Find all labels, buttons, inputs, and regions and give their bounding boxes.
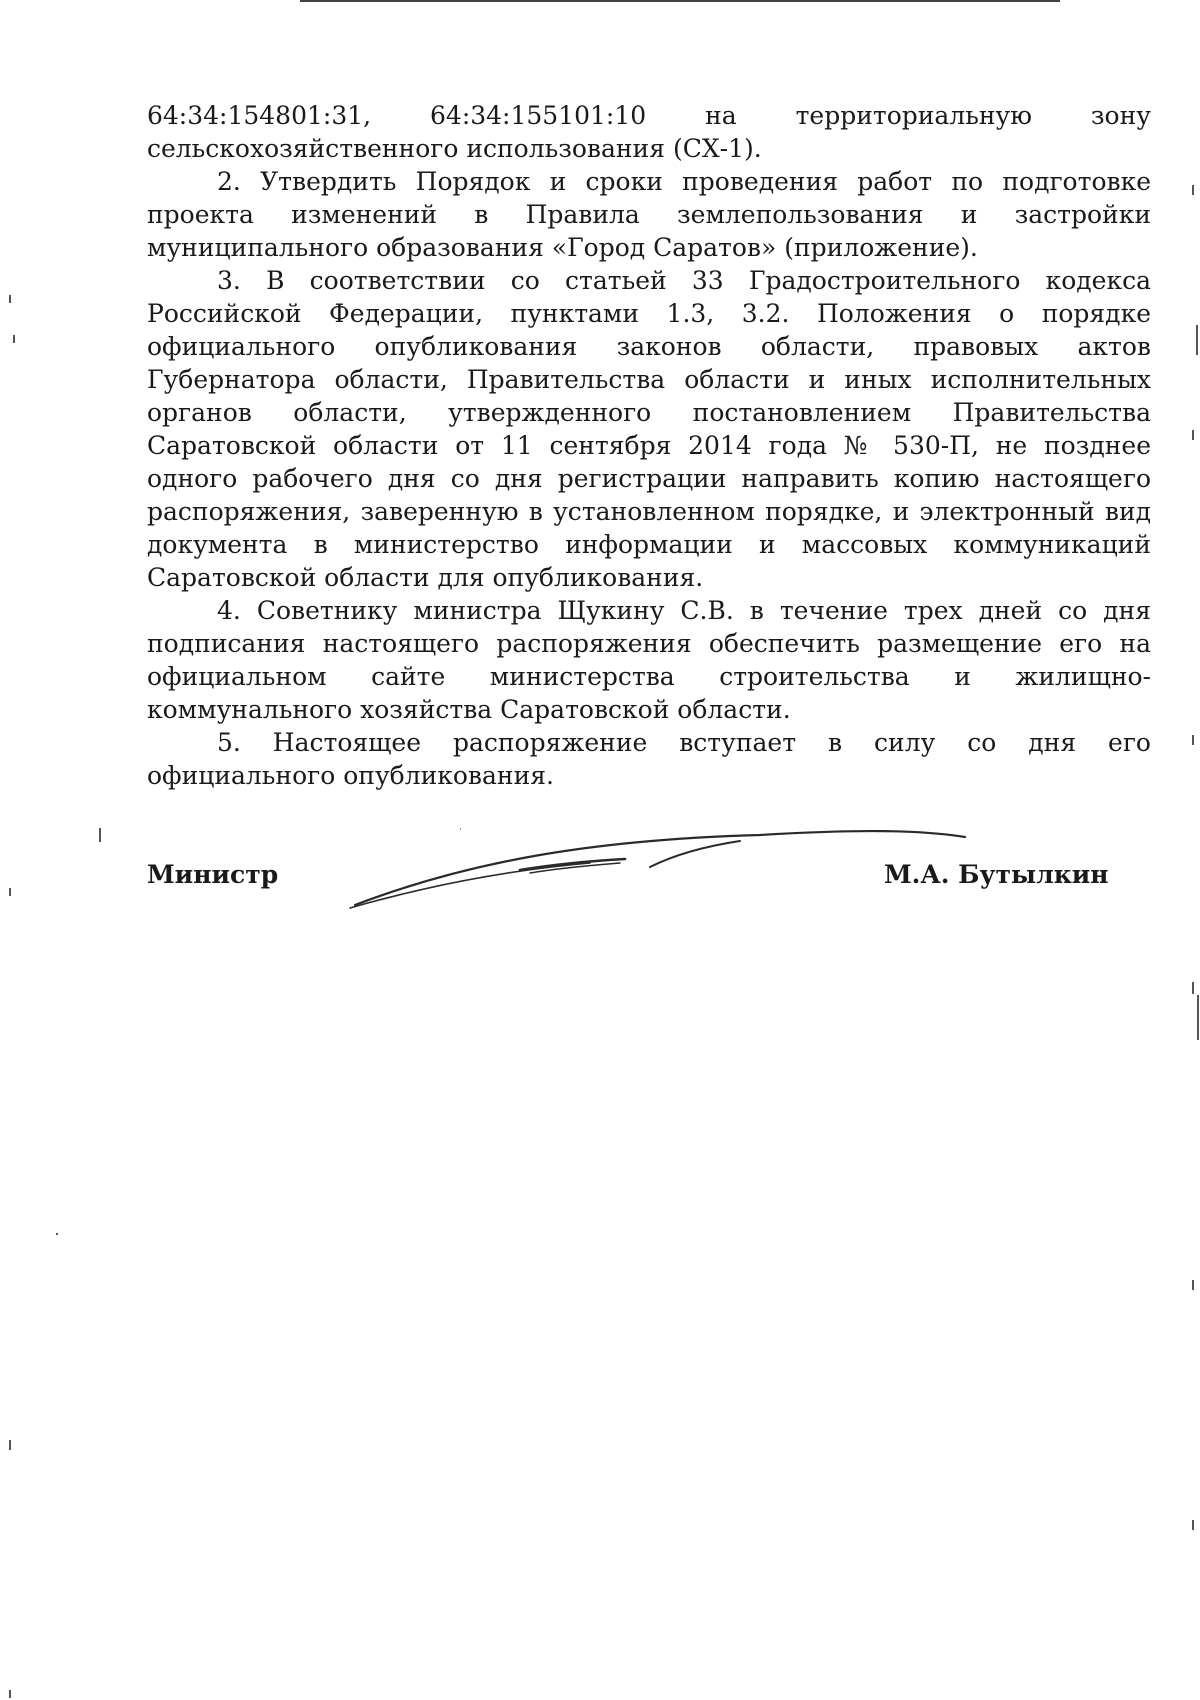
paragraph-3: 3. В соответствии со статьей 33 Градостроительного кодекса Российской Федерации, пунктами 1.3, 3.2. Положения о порядке официального опубликования законов области, правовых актов Губернатора области, Правительства области и иных исполнительных органов области, утвержденного постановлением Правительства Саратовской области от 11 сентября 2014 года № 530-П, не позднее одного рабочего дня со дня регистрации направить копию настоящего распоряжения, заверенную в установленном порядке, и электронный вид документа в министерство информации и массовых коммуникаций Саратовской области для опубликования. [147, 266, 1151, 592]
line-word-territorial: территориальную [795, 101, 1032, 130]
scan-speck [9, 1440, 11, 1450]
scan-speck [1197, 995, 1199, 1040]
scan-speck [1192, 1520, 1194, 1530]
scan-speck [1192, 430, 1194, 440]
cadastral-number-1: 64:34:154801:31, [147, 101, 372, 130]
scan-speck [56, 1233, 58, 1235]
scan-speck [1192, 185, 1194, 195]
scan-speck [9, 1690, 11, 1698]
scan-speck [9, 888, 11, 896]
paragraph-continuation: сельскохозяйственного использования (СХ-1). [147, 134, 762, 163]
scan-speck [1196, 325, 1198, 355]
signatory-name: М.А. Бутылкин [884, 860, 1109, 889]
paragraph-4: 4. Советнику министра Щукину С.В. в течение трех дней со дня подписания настоящего распоряжения обеспечить размещение его на официальном сайте министерства строительства и жилищно-коммунального хозяйства Саратовской области. [147, 596, 1151, 724]
scan-speck [1192, 982, 1194, 994]
scan-speck [1192, 1280, 1194, 1290]
cadastral-number-2: 64:34:155101:10 [430, 101, 647, 130]
scan-speck [99, 828, 101, 842]
line-word-na: на [705, 101, 737, 130]
cadastral-line [147, 99, 1151, 132]
scan-top-rule [300, 0, 1060, 2]
paragraph-5: 5. Настоящее распоряжение вступает в силу со дня его официального опубликования. [147, 728, 1151, 790]
document-body [147, 99, 1151, 792]
signatory-title: Министр [147, 860, 279, 889]
scan-speck [9, 295, 11, 303]
paragraph-2: 2. Утвердить Порядок и сроки проведения работ по подготовке проекта изменений в Правила землепользования и застройки муниципального образования «Город Саратов» (приложение). [147, 167, 1151, 262]
line-word-zone: зону [1090, 101, 1151, 130]
scan-speck [13, 335, 15, 343]
scan-speck [1192, 735, 1194, 745]
